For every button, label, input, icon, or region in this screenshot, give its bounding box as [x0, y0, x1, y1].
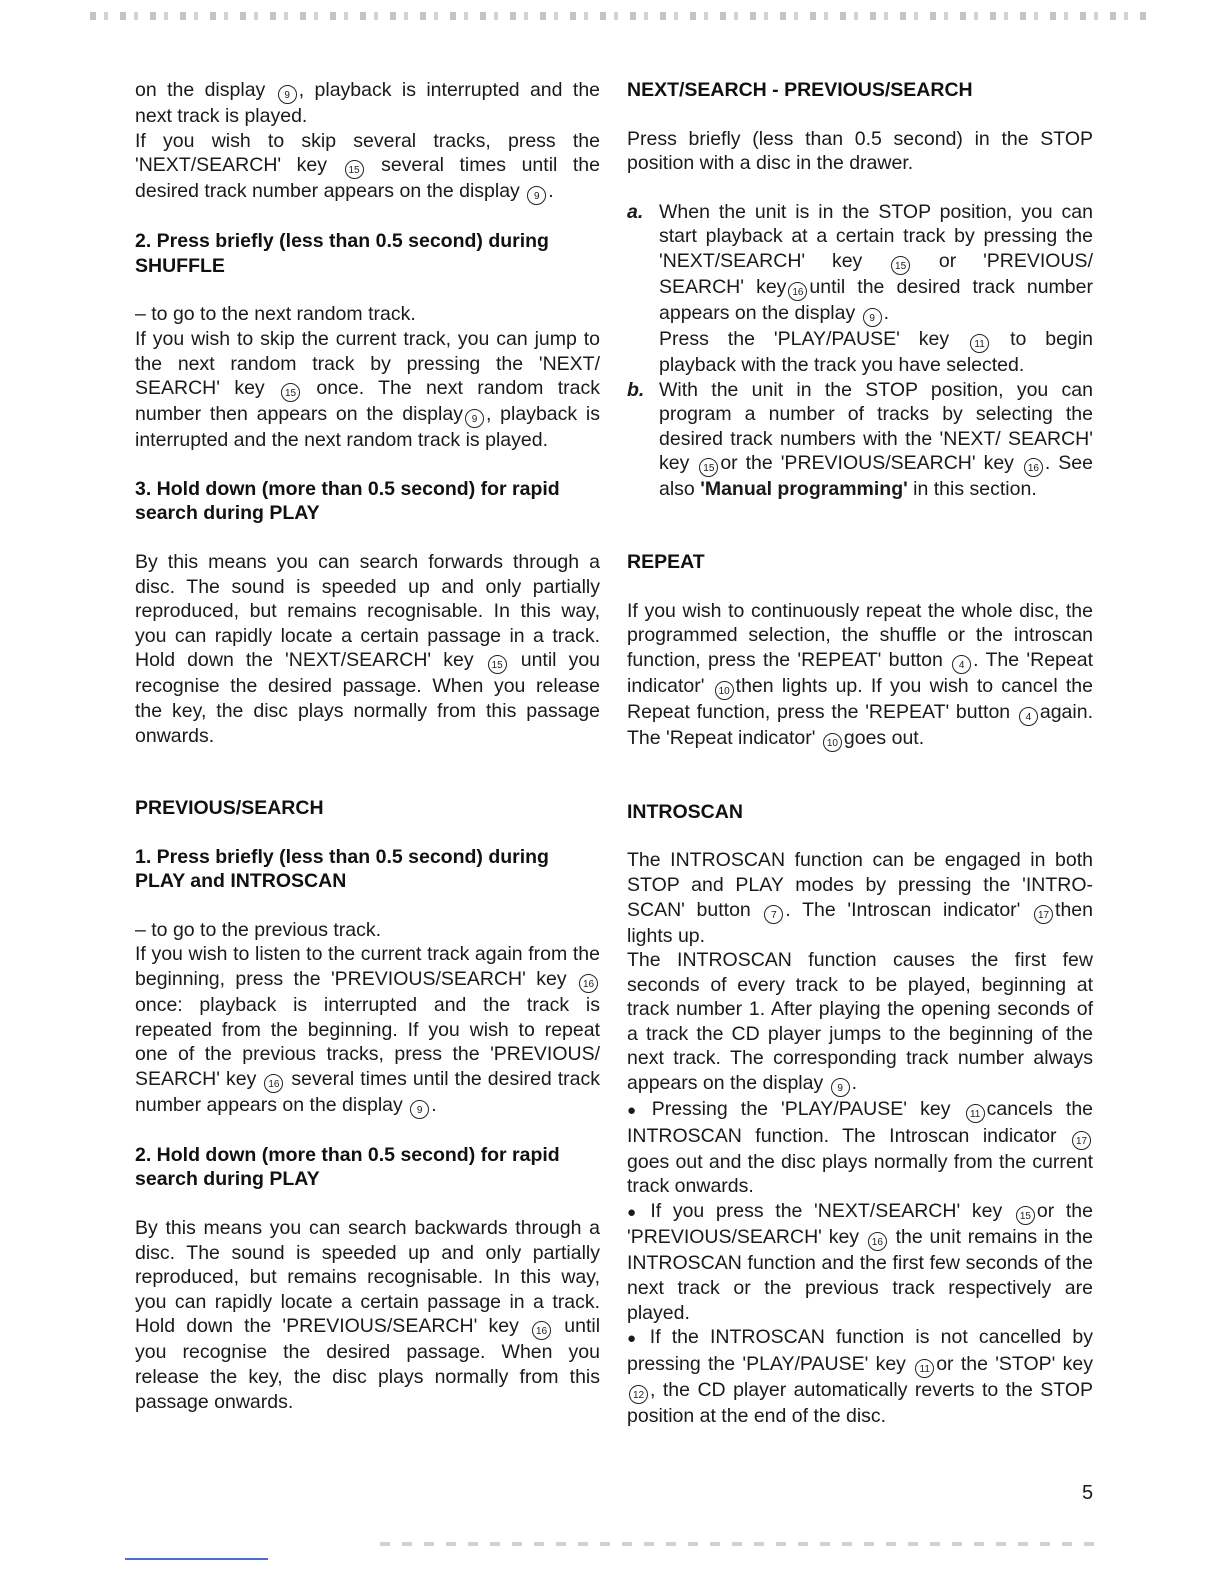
ref-16-icon: 16: [788, 282, 807, 301]
list-label: b.: [627, 378, 645, 401]
paragraph: Press briefly (less than 0.5 second) in the STOP position with a disc in the drawer.: [627, 127, 1093, 175]
ref-15-icon: 15: [1016, 1206, 1035, 1225]
paragraph: The INTROSCAN function causes the first few seconds of every track to be played, beginning at track number 1. After playing the opening seconds of a track the CD player jumps to the beginning of the next track. The corresponding track number always appears on the display 9 .: [627, 948, 1093, 1097]
bullet-item: ● If you press the 'NEXT/SEARCH' key 15 or the 'PREVIOUS/SEARCH' key 16 the unit remains in the INTROSCAN function and the first few seconds of the next track or the previous track respectively are played.: [627, 1199, 1093, 1325]
right-column: [627, 78, 1093, 1428]
ref-12-icon: 12: [629, 1385, 648, 1404]
ref-16-icon: 16: [868, 1232, 887, 1251]
paragraph: If you wish to skip the current track, you can jump to the next random track by pressing the 'NEXT/ SEARCH' key 15 once. The next random track number then appears on the display 9 , playback is interrupted and the next random track is played.: [135, 327, 600, 452]
bullet-item: ● If the INTROSCAN function is not cancelled by pressing the 'PLAY/PAUSE' key 11 or the 'STOP' key 12 , the CD player automatically reverts to the STOP position at the end of the disc.: [627, 1325, 1093, 1428]
heading-rapid-forward: 3. Hold down (more than 0.5 second) for rapid search during PLAY: [135, 477, 560, 525]
ref-9-icon: 9: [278, 85, 297, 104]
ref-7-icon: 7: [764, 905, 783, 924]
paragraph: By this means you can search backwards through a disc. The sound is speeded up and only partially reproduced, but remains recognisable. In this way, you can rapidly locate a certain passage in a track. Hold down the 'PREVIOUS/SEARCH' key 16 until you recognise the desired passage. When you release the key, the disc plays normally from this passage onwards.: [135, 1217, 601, 1413]
paragraph: When the unit is in the STOP position, you can start playback at a certain track by pressing the 'NEXT/SEARCH' key 15 or 'PREVIOUS/ SEARCH' key 16 until the desired track number appears on the display 9 . Press the 'PLAY/PAUSE' key 11 to begin playback with the track you have selected.: [659, 200, 1093, 376]
ref-15-icon: 15: [345, 160, 364, 179]
ref-9-icon: 9: [831, 1078, 850, 1097]
page-number: 5: [1082, 1482, 1094, 1504]
ref-16-icon: 16: [1024, 458, 1043, 477]
ref-15-icon: 15: [281, 383, 300, 402]
paragraph: If you wish to continuously repeat the whole disc, the programmed selection, the shuffle or the introscan function, press the 'REPEAT' button 4 . The 'Repeat indicator' 10 then lights up. If you wish to cancel the Repeat function, press the 'REPEAT' button 4 again. The 'Repeat indicator' 10 goes out.: [627, 599, 1093, 752]
ref-9-icon: 9: [410, 1100, 429, 1119]
ref-15-icon: 15: [699, 458, 718, 477]
ref-11-icon: 11: [970, 334, 989, 353]
ref-10-icon: 10: [715, 681, 734, 700]
paragraph: – to go to the previous track.: [135, 918, 382, 941]
ref-11-icon: 11: [966, 1104, 985, 1123]
ref-15-icon: 15: [488, 655, 507, 674]
ref-4-icon: 4: [1019, 707, 1038, 726]
heading-introscan: INTROSCAN: [627, 800, 743, 823]
ref-9-icon: 9: [527, 186, 546, 205]
ref-11-icon: 11: [915, 1359, 934, 1378]
scan-artifact-bottom: [380, 1542, 1094, 1546]
heading-prev-briefly: 1. Press briefly (less than 0.5 second) during PLAY and INTROSCAN: [135, 845, 549, 893]
bullet-item: ● Pressing the 'PLAY/PAUSE' key 11 cancels the INTROSCAN function. The Introscan indicator 17 goes out and the disc plays normally from the current track onwards.: [627, 1097, 1093, 1199]
ref-16-icon: 16: [532, 1321, 551, 1340]
paragraph: By this means you can search forwards through a disc. The sound is speeded up and only partially reproduced, but remains recognisable. In this way, you can rapidly locate a certain passage in a track. Hold down the 'NEXT/SEARCH' key 15 until you recognise the desired passage. When you release the key, the disc plays normally from this passage onwards.: [135, 550, 601, 747]
ref-17-icon: 17: [1034, 905, 1053, 924]
heading-repeat: REPEAT: [627, 550, 705, 573]
ref-15-icon: 15: [891, 256, 910, 275]
list-label: a.: [627, 200, 644, 223]
left-column: [135, 78, 600, 1414]
heading-shuffle: 2. Press briefly (less than 0.5 second) during SHUFFLE: [135, 230, 549, 277]
heading-rapid-backward: 2. Hold down (more than 0.5 second) for rapid search during PLAY: [135, 1143, 560, 1191]
paragraph: on the display 9 , playback is interrupted and the next track is played.: [135, 79, 601, 127]
ref-9-icon: 9: [465, 409, 484, 428]
ref-17-icon: 17: [1072, 1131, 1091, 1150]
paragraph: The INTROSCAN function can be engaged in both STOP and PLAY modes by pressing the 'INTRO-SCAN' button 7 . The 'Introscan indicator' 17 then lights up.: [627, 849, 1093, 947]
ref-16-icon: 16: [579, 974, 598, 993]
ref-16-icon: 16: [264, 1074, 283, 1093]
ref-9-icon: 9: [863, 308, 882, 327]
list-item-a: [627, 200, 1093, 378]
ref-4-icon: 4: [952, 655, 971, 674]
heading-previous-search: PREVIOUS/SEARCH: [135, 797, 324, 820]
heading-next-previous-search: NEXT/SEARCH - PREVIOUS/SEARCH: [627, 79, 973, 101]
paragraph: If you wish to listen to the current track again from the beginning, press the 'PREVIOUS/SEARCH' key 16 once: playback is interrupted and the track is repeated from the beginning. If you wish to repeat one of the previous tracks, press the 'PREVIOUS/ SEARCH' key 16 several times until the desired track number appears on the display 9 .: [135, 942, 600, 1118]
paragraph: With the unit in the STOP position, you can program a number of tracks by selecting the desired track numbers with the 'NEXT/ SEARCH' key 15 or the 'PREVIOUS/SEARCH' key 16 . See also 'Manual programming' in this section.: [659, 378, 1093, 501]
paragraph: If you wish to skip several tracks, press the 'NEXT/SEARCH' key 15 several times until the desired track number appears on the display 9 .: [135, 129, 600, 206]
list-item-b: [627, 378, 1093, 502]
ref-10-icon: 10: [823, 733, 842, 752]
blue-underline: [125, 1558, 268, 1560]
scan-artifact-top: [90, 12, 1154, 20]
paragraph: – to go to the next random track.: [135, 303, 416, 326]
